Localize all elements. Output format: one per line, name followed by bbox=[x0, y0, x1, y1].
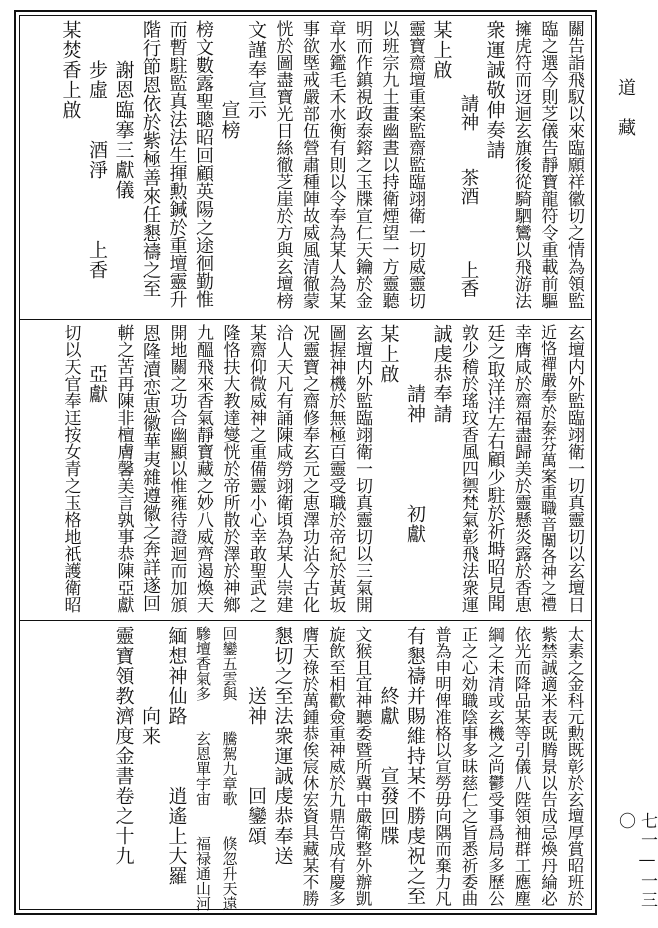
text-column: 恩隆瀆恋恵徽華夷雜遵徽之奔詳遂回 bbox=[140, 324, 161, 612]
text-column: 膺天祿於萬鍾恭俟宸休宏資具藏某不勝 bbox=[300, 626, 319, 907]
text-column: 靈寶齋壇重案監齋監臨翊衛一切威靈切 bbox=[405, 20, 425, 309]
text-panel-bottom bbox=[26, 626, 585, 911]
text-column: 臨之選今則芝儀告靜寶龍符令重載前驅 bbox=[537, 20, 558, 309]
text-column: 以班宗九土畫幽晝以持衛煙望一方靈聽 bbox=[378, 20, 399, 309]
text-column: 旋飲至相歡僉重神威於九鼎告成有慶多 bbox=[326, 626, 346, 907]
text-column: 終獻 宣發回牒 bbox=[377, 626, 400, 846]
text-column: 送神 回鑾頌 bbox=[245, 626, 267, 846]
text-column: 擁虎符而迓迴玄旗後從騎駟鸞以飛游法 bbox=[511, 20, 531, 309]
text-column: 普為申明俾准格以宣勞毋向隅而棄力凡 bbox=[432, 626, 452, 907]
text-column: 隆恪扶大教達燮恍於帝所散於澤於神鄉 bbox=[219, 324, 240, 613]
text-column: 請神 初獻 bbox=[404, 324, 426, 544]
text-column: 紫禁誠適米表既腾景以告成忌煥丹綸必 bbox=[538, 626, 558, 907]
page-number: 七一—一三〇 bbox=[615, 812, 657, 910]
text-column: 玄壇内外監臨翊衛一切真靈切以三氣開 bbox=[352, 324, 372, 613]
text-column: 榜文數露聖聰昭回顧英陽之途徊勤惟 bbox=[193, 20, 214, 308]
text-column: 明而作鎮視政泰鎔之玉牒宣仁天鑰於金 bbox=[352, 20, 372, 309]
text-column: 衆運誠敬伸奏請 bbox=[483, 20, 506, 160]
text-column: 綱之未清或玄機之尚鬱受事爲局多歷公 bbox=[485, 626, 505, 907]
text-column: 步虛 酒淨 上香 bbox=[86, 20, 108, 280]
text-column: 輧之苦再陳非檀膚馨美言孰事恭陳亞獻 bbox=[113, 324, 134, 613]
text-column: 文猴且宜神聽委暨所冀中嚴衛整外辦凱 bbox=[353, 626, 372, 907]
text-column: 况靈寶之齋修奉玄元之恵澤功沾今古化 bbox=[299, 324, 319, 613]
text-column: 圖握神機於無極百靈受職於帝紀於黃坂 bbox=[325, 324, 346, 613]
text-column: 誠虔恭奉請 bbox=[430, 324, 453, 424]
text-column: 驂壇香氣多 玄恩單宇宙 福禄通山河 bbox=[194, 626, 212, 911]
text-column: 懇切之至法衆運誠虔恭奉送 bbox=[271, 626, 294, 866]
text-column: 某上啟 bbox=[430, 20, 453, 80]
text-column: 有懇禱并賜維持某不勝虔祝之至 bbox=[404, 626, 426, 906]
text-column: 緬想神仙路 逍遙上大羅 bbox=[165, 626, 188, 886]
text-column: 開地關之功合幽顯以惟雍待證迴而加頒 bbox=[166, 324, 187, 613]
text-column: 靈寶領教濟度金書卷之十九 bbox=[112, 626, 135, 866]
text-column: 正之心効職陰事多昧慈仁之旨悉祈委曲 bbox=[459, 626, 478, 907]
text-panel-top bbox=[26, 20, 585, 314]
text-panel-middle bbox=[26, 324, 585, 616]
text-column: 某焚香上啟 bbox=[59, 20, 82, 120]
page-frame bbox=[14, 10, 597, 915]
inner-border bbox=[19, 15, 592, 910]
panel-divider-bottom bbox=[20, 620, 591, 621]
text-column: 廷之取洋洋左右顧少駐於祈塒昭見聞 bbox=[484, 324, 506, 612]
text-column: 回鑾五雲與 騰駕九章歌 倏忽升天遠 bbox=[220, 626, 239, 911]
text-column: 洽人天凡有誦陳咸勞翊衛頃為某人崇建 bbox=[272, 324, 293, 613]
text-column: 宣榜 bbox=[218, 20, 241, 140]
collection-label: 道藏 bbox=[615, 78, 636, 158]
text-column: 階行節恩依於紫極善來任懇禱之至 bbox=[140, 20, 161, 298]
text-column: 向来 bbox=[139, 626, 161, 746]
text-column: 而暫駐監真法法生揮勲鍼於重壇靈升 bbox=[166, 20, 188, 308]
text-column: 某上啟 bbox=[377, 324, 400, 384]
text-column: 依光而降品某等引儀八陛領袖群工應塵 bbox=[512, 626, 531, 907]
text-column: 敦少稽於瑤玟香風四禦梵氣彰飛法衆運 bbox=[458, 324, 478, 613]
text-column: 恍於圖盡寶光日絲徹芝崖於方與玄壇榜 bbox=[272, 20, 293, 309]
panel-divider-top bbox=[20, 319, 591, 320]
text-column: 近恪禪嚴奉於泰芬萬案重職音闈各神之禮 bbox=[538, 324, 558, 612]
text-column: 事欲塈戒嚴部伍營肅種陣故威風清徹蒙 bbox=[299, 20, 319, 309]
text-column: 請神 茶酒 上香 bbox=[458, 20, 479, 298]
text-column: 幸膺咸於齋福盡歸美於靈懸炎露於香恵 bbox=[511, 324, 531, 613]
text-column: 亞獻 bbox=[86, 324, 108, 404]
text-column: 玄壇内外監臨翊衛一切真靈切以玄壇日 bbox=[564, 324, 584, 613]
text-column: 某齋仰微威神之重備靈小心幸敢聖武之 bbox=[246, 324, 266, 613]
text-column: 切以天官奉迋按女青之玉格地祇護衛昭 bbox=[60, 324, 81, 613]
text-column: 文謹奉宣示 bbox=[245, 20, 267, 120]
text-column: 章水鑑毛禾水衡有則以令奉為某人為某 bbox=[325, 20, 346, 309]
text-column: 關告詣飛馭以來臨願祥徽切之情為領監 bbox=[564, 20, 584, 309]
text-column: 九醞飛來香氣靜寶藏之妙八威齊遏煥天 bbox=[193, 324, 213, 613]
text-column: 太素之金科元勲既彰於玄壇厚賞昭班於 bbox=[565, 626, 584, 907]
text-column: 謝恩臨搴三獻儀 bbox=[112, 20, 135, 200]
